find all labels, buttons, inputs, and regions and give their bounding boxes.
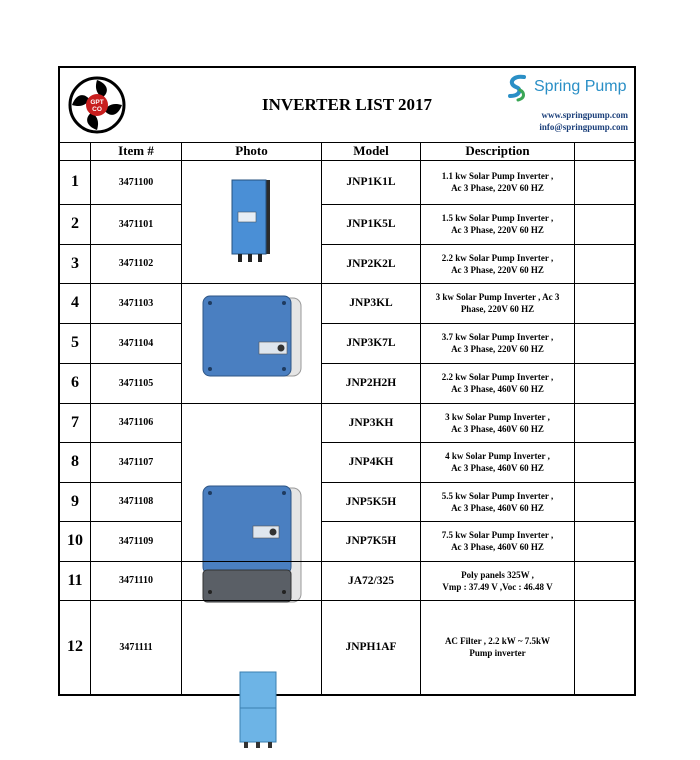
brand-website: www.springpump.com bbox=[541, 110, 628, 120]
description bbox=[421, 283, 574, 323]
row-number: 3 bbox=[71, 254, 79, 272]
description-line-1: 2.2 kw Solar Pump Inverter , bbox=[441, 252, 554, 263]
description bbox=[421, 561, 574, 600]
item-number: 3471104 bbox=[118, 337, 154, 349]
description-line-1: 3 kw Solar Pump Inverter , Ac 3 bbox=[435, 292, 560, 302]
column-divider bbox=[181, 142, 182, 694]
item-number: 3471103 bbox=[118, 297, 154, 309]
item-number: 3471111 bbox=[119, 641, 153, 653]
description-line-1: AC Filter , 2.2 kW ~ 7.5kW bbox=[444, 636, 551, 646]
item-number: 3471105 bbox=[118, 377, 154, 389]
description-line-2: Ac 3 Phase, 460V 60 HZ bbox=[451, 542, 544, 552]
item-number: 3471100 bbox=[118, 176, 154, 188]
spring-pump-brand bbox=[506, 74, 628, 136]
model-name: JNP3KL bbox=[349, 297, 393, 309]
row-number: 4 bbox=[71, 294, 79, 311]
description-line-2: Ac 3 Phase, 460V 60 HZ bbox=[451, 384, 544, 394]
description-line-1: 7.5 kw Solar Pump Inverter , bbox=[441, 530, 554, 540]
row-number: 8 bbox=[71, 453, 79, 470]
row-number: 7 bbox=[71, 413, 79, 431]
description-line-2: Ac 3 Phase, 460V 60 HZ bbox=[451, 463, 544, 473]
column-divider bbox=[574, 142, 575, 694]
row-number: 2 bbox=[71, 215, 79, 232]
description-line-2: Ac 3 Phase, 220V 60 HZ bbox=[451, 183, 544, 193]
description-line-1: 3.7 kw Solar Pump Inverter , bbox=[441, 332, 554, 342]
description bbox=[421, 403, 574, 442]
item-number: 3471108 bbox=[118, 496, 154, 507]
description bbox=[421, 160, 574, 204]
sheet-header bbox=[60, 68, 634, 143]
description bbox=[421, 521, 574, 561]
logo-text-top: GPT bbox=[90, 99, 104, 106]
description bbox=[421, 600, 574, 694]
description-line-1: 1.5 kw Solar Pump Inverter , bbox=[441, 213, 554, 223]
page-title: INVERTER LIST 2017 bbox=[261, 95, 433, 114]
row-number: 1 bbox=[71, 173, 79, 190]
model-name: JNP3K7L bbox=[346, 337, 396, 349]
header-photo: Photo bbox=[235, 143, 268, 158]
model-name: JNP5K5H bbox=[345, 495, 397, 508]
description-line-2: Ac 3 Phase, 220V 60 HZ bbox=[451, 264, 544, 275]
ac-filter-photo bbox=[236, 670, 280, 750]
brand-name: Spring Pump bbox=[534, 78, 627, 95]
description bbox=[421, 442, 574, 482]
row-number: 11 bbox=[67, 571, 83, 589]
row-number: 9 bbox=[71, 492, 79, 510]
description-line-2: Pump inverter bbox=[469, 648, 526, 658]
logo-text-bottom: CO bbox=[92, 106, 102, 113]
brand-email: info@springpump.com bbox=[539, 122, 628, 132]
row-number: 12 bbox=[67, 638, 83, 655]
description bbox=[421, 244, 574, 283]
description-line-1: 5.5 kw Solar Pump Inverter , bbox=[441, 490, 554, 501]
description-line-1: 3 kw Solar Pump Inverter , bbox=[445, 411, 550, 422]
model-name: JNP1K5L bbox=[346, 218, 396, 230]
description-line-2: Ac 3 Phase, 220V 60 HZ bbox=[451, 225, 544, 235]
model-name: JNP3KH bbox=[348, 416, 394, 429]
model-name: JNP1K1L bbox=[346, 176, 396, 188]
model-name: JA72/325 bbox=[348, 574, 394, 587]
inverter-list-sheet bbox=[58, 66, 636, 696]
inverter-photo-small bbox=[230, 178, 274, 264]
row-number: 10 bbox=[67, 532, 83, 549]
model-name: JNP2H2H bbox=[345, 377, 397, 389]
inverter-table bbox=[60, 142, 634, 694]
row-number: 6 bbox=[71, 374, 79, 391]
model-name: JNP2K2L bbox=[346, 257, 396, 270]
description-line-1: 1.1 kw Solar Pump Inverter , bbox=[441, 171, 554, 181]
item-number: 3471107 bbox=[118, 456, 154, 468]
description-line-2: Ac 3 Phase, 460V 60 HZ bbox=[451, 423, 544, 434]
description-line-2: Vmp : 37.49 V ,Voc : 46.48 V bbox=[442, 581, 553, 592]
description-line-1: Poly panels 325W , bbox=[461, 569, 534, 580]
item-number: 3471109 bbox=[118, 535, 154, 547]
item-number: 3471101 bbox=[118, 218, 154, 230]
description-line-1: 2.2 kw Solar Pump Inverter , bbox=[441, 372, 554, 382]
description bbox=[421, 363, 574, 403]
inverter-photo-medium bbox=[201, 294, 303, 380]
inverter-photo-large bbox=[201, 484, 303, 606]
description-line-2: Ac 3 Phase, 220V 60 HZ bbox=[451, 344, 544, 354]
spring-pump-logo-icon bbox=[506, 74, 530, 102]
item-number: 3471110 bbox=[119, 575, 153, 586]
model-name: JNP4KH bbox=[348, 456, 394, 468]
description-line-2: Phase, 220V 60 HZ bbox=[460, 304, 535, 314]
header-description: Description bbox=[465, 143, 530, 158]
header-model: Model bbox=[353, 143, 389, 158]
description-line-2: Ac 3 Phase, 460V 60 HZ bbox=[451, 502, 544, 513]
description bbox=[421, 204, 574, 244]
model-name: JNPH1AF bbox=[345, 641, 397, 653]
description-line-1: 4 kw Solar Pump Inverter , bbox=[445, 451, 550, 461]
header-item: Item # bbox=[118, 143, 154, 158]
description bbox=[421, 323, 574, 363]
description bbox=[421, 482, 574, 521]
item-number: 3471102 bbox=[118, 258, 154, 269]
item-number: 3471106 bbox=[118, 417, 154, 428]
model-name: JNP7K5H bbox=[345, 535, 397, 547]
row-number: 5 bbox=[71, 334, 79, 351]
